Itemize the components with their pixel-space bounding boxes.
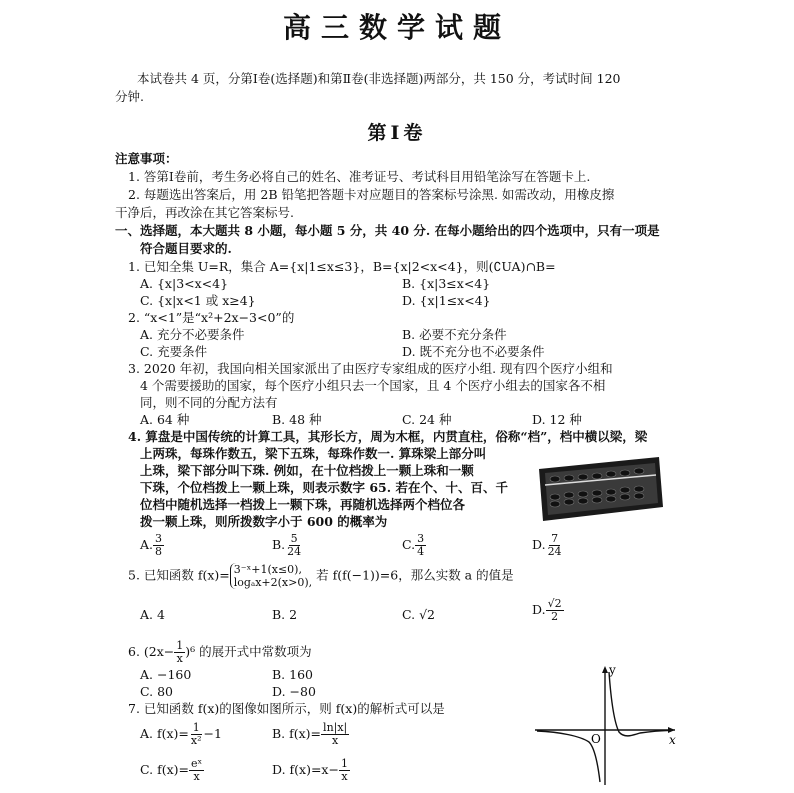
section-title: 第Ⅰ卷: [367, 122, 427, 144]
note-2-line-2: 干净后，再改涂在其它答案标号.: [115, 205, 294, 220]
y-axis-arrow: [602, 666, 608, 673]
q1-option-b: B. {x|3≤x<4}: [402, 276, 491, 291]
q6-option-d: D. −80: [272, 684, 316, 699]
q4-option-b: B. $\frac{5}{24}$: [272, 532, 302, 558]
function-graph: [525, 660, 685, 790]
part1-heading-line-2: 符合题目要求的.: [140, 241, 232, 256]
q1-option-c: C. {x|x<1 或 x≥4}: [140, 293, 256, 308]
q4-line-6: 拨一颗上珠，则所拨数字小于 600 的概率为: [140, 514, 388, 529]
y-axis-label: y: [609, 663, 616, 677]
q6-stem: 6. (2x− $\frac{1}{x}$ )⁶ 的展开式中常数项为: [128, 639, 312, 665]
q5-option-b: B. 2: [272, 607, 298, 622]
q4-line-3: 上珠，梁下部分叫下珠. 例如，在十位档拨上一颗上珠和一颗: [140, 463, 474, 478]
q6-option-c: C. 80: [140, 684, 173, 699]
x-axis-label: x: [669, 733, 676, 747]
q5-stem: 5. 已知函数 f(x)= 3⁻ˣ+1(x≤0), logₐx+2(x>0), 若 f(f(−1))=6，那么实数 a 的值是: [128, 563, 514, 589]
q2-option-b: B. 必要不充分条件: [402, 327, 507, 342]
q6-option-b: B. 160: [272, 667, 313, 682]
notes-heading: 注意事项：: [115, 151, 178, 166]
note-1: 1. 答第Ⅰ卷前，考生务必将自己的姓名、准考证号、考试科目用铅笔涂写在答题卡上.: [128, 169, 591, 184]
q2-option-a: A. 充分不必要条件: [140, 327, 245, 342]
q4-option-c: C. $\frac{3}{4}$: [402, 532, 425, 558]
piecewise-brace: 3⁻ˣ+1(x≤0), logₐx+2(x>0),: [230, 563, 312, 589]
q2-option-c: C. 充要条件: [140, 344, 208, 359]
q3-line-1: 3. 2020 年初，我国向相关国家派出了由医疗专家组成的医疗小组. 现有四个医疗小组和: [128, 361, 613, 376]
abacus-image: [535, 455, 665, 525]
origin-label: O: [591, 732, 601, 746]
q4-line-1: 4. 算盘是中国传统的计算工具，其形长方，周为木框，内贯直柱，俗称“档”，档中横以梁，梁: [128, 429, 648, 444]
q7-option-b: B. f(x)= $\frac{\ln|x|}{x}$: [272, 721, 348, 747]
q1-option-d: D. {x|1≤x<4}: [402, 293, 491, 308]
exam-title: 高三数学试题: [282, 11, 511, 44]
q2-option-d: D. 既不充分也不必要条件: [402, 344, 545, 359]
q1-stem: 1. 已知全集 U=R，集合 A={x|1≤x≤3}，B={x|2<x<4}，则(∁UA)∩B=: [128, 259, 556, 274]
curve-right: [609, 672, 673, 736]
note-2-line-1: 2. 每题选出答案后，用 2B 铅笔把答题卡对应题目的答案标号涂黑. 如需改动，用橡皮擦: [128, 187, 615, 202]
q4-line-4: 下珠，个位档拨上一颗上珠，则表示数字 65. 若在个、十、百、千: [140, 480, 508, 495]
q3-option-a: A. 64 种: [140, 412, 190, 427]
q6-option-a: A. −160: [140, 667, 192, 682]
q4-line-2: 上两珠，每珠作数五，梁下五珠，每珠作数一. 算珠梁上部分叫: [140, 446, 487, 461]
q3-line-2: 4 个需要援助的国家，每个医疗小组只去一个国家，且 4 个医疗小组去的国家各不相: [140, 378, 606, 393]
q7-option-a: A. f(x)= $\frac{1}{\text{x²}}$ −1: [140, 721, 222, 747]
part1-heading-line-1: 一、选择题，本大题共 8 小题，每小题 5 分，共 40 分. 在每小题给出的四个选项中，只有一项是: [115, 223, 660, 238]
q7-stem: 7. 已知函数 f(x)的图像如图所示，则 f(x)的解析式可以是: [128, 701, 445, 716]
q3-line-3: 同，则不同的分配方法有: [140, 395, 278, 410]
q5-option-c: C. √2: [402, 607, 435, 622]
q2-stem: 2. “x<1”是“x²+2x−3<0”的: [128, 310, 295, 325]
q7-option-c: C. f(x)= $\frac{\text{eˣ}}{x}$: [140, 757, 203, 783]
q5-option-a: A. 4: [140, 607, 165, 622]
intro-line-1: 本试卷共 4 页，分第Ⅰ卷(选择题)和第Ⅱ卷(非选择题)两部分，共 150 分，考试时间 120: [137, 71, 621, 86]
q7-option-d: D. f(x)=x− $\frac{1}{x}$: [272, 757, 348, 783]
q3-option-d: D. 12 种: [532, 412, 582, 427]
q4-option-a: A. $\frac{3}{8}$: [140, 532, 163, 558]
q3-option-b: B. 48 种: [272, 412, 322, 427]
q4-option-d: D. $\frac{7}{24}$: [532, 532, 562, 558]
q1-option-a: A. {x|3<x<4}: [140, 276, 229, 291]
q3-option-c: C. 24 种: [402, 412, 452, 427]
q4-line-5: 位档中随机选择一档拨上一颗下珠，再随机选择两个档位各: [140, 497, 466, 512]
q5-option-d: D. $\frac{√2}{2}$: [532, 597, 562, 623]
intro-line-2: 分钟.: [115, 89, 144, 104]
